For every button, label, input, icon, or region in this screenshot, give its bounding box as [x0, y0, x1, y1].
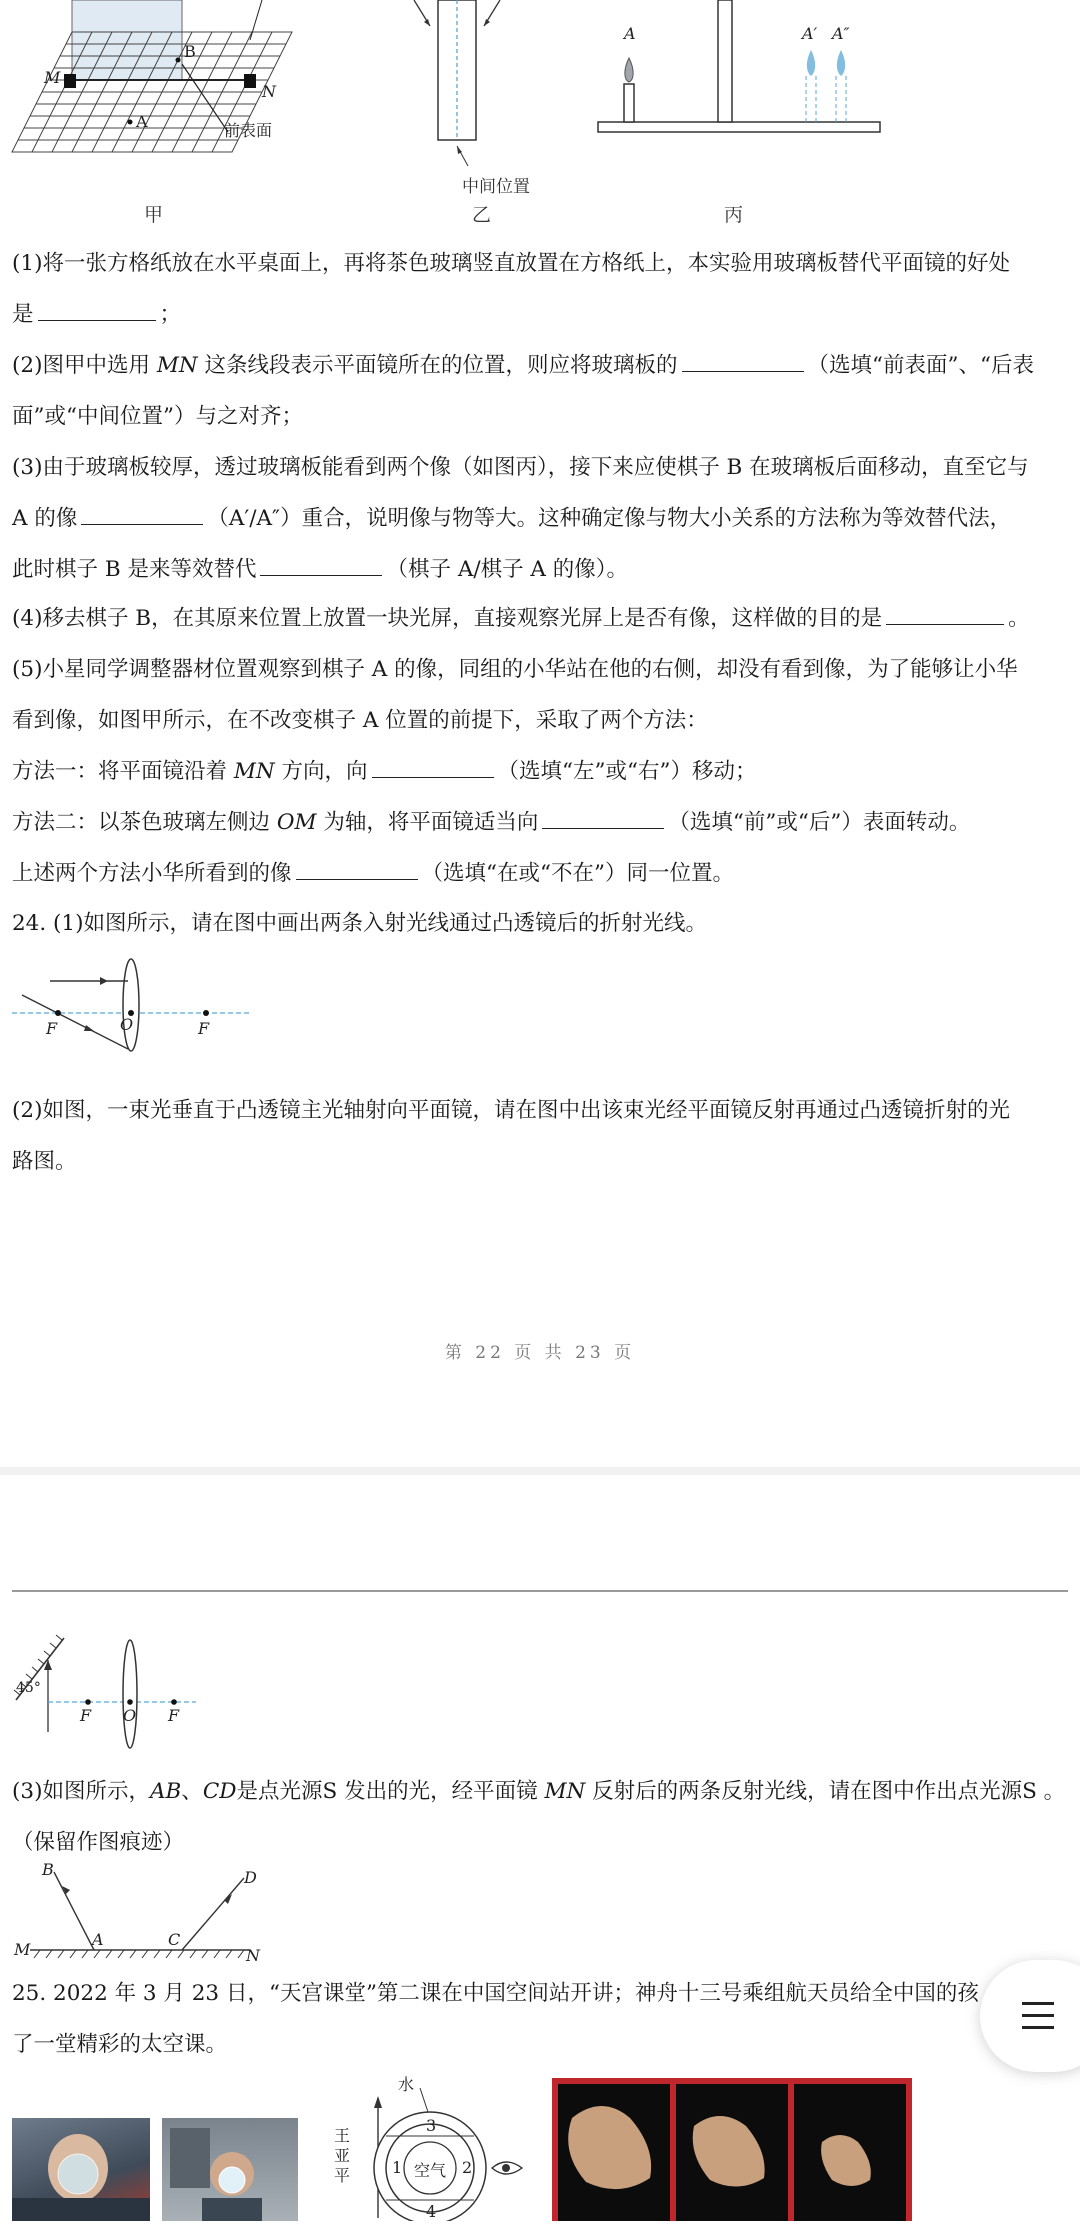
- q24-part1: 24. (1)如图所示，请在图中画出两条入射光线通过凸透镜后的折射光线。: [12, 911, 707, 936]
- caption-bing: 丙: [724, 204, 744, 226]
- q23-p4-text: (4)移去棋子 B，在其原来位置上放置一块光屏，直接观察光屏上是否有像，这样做的目的是: [12, 606, 883, 631]
- method2-end: （选填“前”或“后”）表面转动。: [668, 810, 971, 835]
- astronaut-photo-1: [12, 2118, 150, 2221]
- summary-start: 上述两个方法小华所看到的像: [12, 861, 292, 886]
- q24-p3-mid: 是点光源S 发出的光，经平面镜: [236, 1779, 538, 1804]
- q24-p3-note: （保留作图痕迹）: [12, 1830, 185, 1855]
- answer-blank-2[interactable]: [682, 351, 804, 372]
- glass-thickness-diagram: [400, 0, 530, 200]
- q23-part3: [12, 442, 1072, 595]
- q23-p2-end: 面”或“中间位置”）与之对齐；: [12, 404, 303, 429]
- method2-start: 方法二：以茶色玻璃左侧边: [12, 810, 271, 835]
- page-gap: [0, 1467, 1080, 1475]
- segment-MN: MN: [156, 353, 198, 378]
- q23-part1: [12, 238, 1072, 340]
- menu-bar-middle: [1022, 2014, 1054, 2017]
- image-frames-strip: [552, 2078, 912, 2221]
- answer-blank-4[interactable]: [260, 555, 382, 576]
- menu-bar-bottom: [1022, 2026, 1054, 2029]
- ray-CD: CD: [202, 1779, 237, 1804]
- label-3: 3: [426, 2116, 437, 2135]
- q23-p1-end: ；: [159, 302, 182, 327]
- q23-part4: [12, 593, 1072, 644]
- q25-line2: 了一堂精彩的太空课。: [12, 2032, 228, 2057]
- label-2: 2: [462, 2158, 473, 2177]
- label-air: 空气: [414, 2161, 447, 2180]
- q24-p3-end: 反射后的两条反射光线，请在图中作出点光源S 。: [592, 1779, 1066, 1804]
- label-A-double-prime: A″: [832, 24, 850, 43]
- q23-part2: [12, 340, 1072, 442]
- label-water: 水: [398, 2075, 415, 2094]
- angle-45-label: 45°: [16, 1680, 41, 1696]
- method1-start: 方法一：将平面镜沿着: [12, 759, 228, 784]
- method2-mid: 为轴，将平面镜适当向: [323, 810, 539, 835]
- label-N: N: [262, 82, 276, 101]
- label-wang-yaping: 王亚平: [334, 2126, 351, 2185]
- summary-end: （选填“在或“不在”）同一位置。: [421, 861, 734, 886]
- q24-part2: [12, 1085, 1072, 1187]
- ray-AB: AB: [149, 1779, 182, 1804]
- q23-p3-line3: 此时棋子 B 是来等效替代: [12, 557, 257, 582]
- label-4: 4: [426, 2202, 437, 2221]
- answer-blank-5[interactable]: [886, 604, 1004, 625]
- menu-bar-top: [1022, 2002, 1054, 2005]
- q23-p1-line2: 是: [12, 302, 34, 327]
- caption-jia: 甲: [144, 204, 164, 226]
- label-M: M: [44, 68, 61, 87]
- fig2-F-right: F: [168, 1706, 180, 1725]
- mirror-MN: MN: [544, 1779, 586, 1804]
- convex-lens-rays-diagram: [0, 955, 260, 1055]
- label-A: A: [136, 112, 148, 131]
- q23-p3-end: （棋子 A/棋子 A 的像）。: [386, 557, 629, 582]
- header-rule: [12, 1590, 1068, 1592]
- mirror-lens-figure: [0, 1630, 210, 1760]
- q24-p3-sep: 、: [181, 1779, 203, 1804]
- q23-p5-line2: 看到像，如图甲所示，在不改变棋子 A 位置的前提下，采取了两个方法：: [12, 708, 708, 733]
- point-B: B: [42, 1860, 54, 1879]
- answer-blank-8[interactable]: [296, 859, 418, 880]
- label-A-candle: A: [624, 24, 636, 43]
- label-front-surface: 前表面: [224, 121, 273, 140]
- q23-p5-line1: (5)小星同学调整器材位置观察到棋子 A 的像，同组的小华站在他的右侧，却没有看到像，为了能够让小华: [12, 657, 1018, 682]
- label-B: B: [184, 42, 196, 61]
- caption-yi: 乙: [472, 204, 492, 226]
- q25-line1: 25. 2022 年 3 月 23 日，“天宫课堂”第二课在中国空间站开讲；神舟十三号乘组航天员给全中国的孩: [12, 1981, 979, 2006]
- answer-blank-7[interactable]: [542, 808, 664, 829]
- method1-mid: 方向，向: [281, 759, 368, 784]
- q24-p2-line2: 路图。: [12, 1149, 77, 1174]
- label-1: 1: [392, 2158, 403, 2177]
- answer-blank-3[interactable]: [81, 504, 203, 525]
- figure-yi: [400, 0, 530, 200]
- astronaut-photo-1-art: [12, 2118, 150, 2221]
- mirror-end-N: N: [246, 1946, 260, 1965]
- method1-end: （选填“左”或“右”）移动；: [497, 759, 757, 784]
- fig2-F-left: F: [80, 1706, 92, 1725]
- hamburger-menu-icon[interactable]: [980, 1960, 1080, 2072]
- figure-jia: [0, 0, 320, 200]
- q23-p3-mid: （A′/A″）重合，说明像与物等大。这种确定像与物大小关系的方法称为等效替代法，: [207, 506, 1012, 531]
- q23-p3-start: A 的像: [12, 506, 78, 531]
- answer-blank-1[interactable]: [38, 300, 156, 321]
- point-D: D: [244, 1868, 257, 1887]
- q23-p2-start: (2)图甲中选用: [12, 353, 150, 378]
- q23-p2-options: （选填“前表面”、“后表: [807, 353, 1034, 378]
- method2-OM: OM: [276, 810, 317, 835]
- mirror-end-M: M: [14, 1940, 31, 1959]
- q24-p2-line1: (2)如图，一束光垂直于凸透镜主光轴射向平面镜，请在图中出该束光经平面镜反射再通过凸透镜折射的光: [12, 1098, 1010, 1123]
- q24-p3-start: (3)如图所示，: [12, 1779, 150, 1804]
- q23-p1-line1: (1)将一张方格纸放在水平桌面上，再将茶色玻璃竖直放置在方格纸上，本实验用玻璃板替代平面镜的好处: [12, 251, 1010, 276]
- figure-bing: [590, 0, 890, 150]
- optical-center-O: O: [120, 1015, 134, 1034]
- astronaut-photo-2-art: [162, 2118, 298, 2221]
- focus-F-left: F: [46, 1019, 58, 1038]
- label-A-prime: A′: [802, 24, 818, 43]
- answer-blank-6[interactable]: [372, 757, 494, 778]
- q24-part3: [12, 1766, 1072, 1868]
- astronaut-photo-2: [162, 2118, 298, 2221]
- q23-p3-line1: (3)由于玻璃板较厚，透过玻璃板能看到两个像（如图丙），接下来应使棋子 B 在玻璃板后面移动，直至它与: [12, 455, 1029, 480]
- convex-lens-figure-1: [0, 955, 260, 1055]
- label-middle-position: 中间位置: [462, 177, 530, 197]
- fig2-O: O: [123, 1706, 137, 1725]
- point-C: C: [168, 1930, 181, 1949]
- method1-MN: MN: [233, 759, 275, 784]
- image-frames-svg: [552, 2078, 912, 2221]
- q23-p4-end: 。: [1008, 606, 1030, 631]
- point-A: A: [92, 1930, 104, 1949]
- q25-intro: [12, 1968, 980, 2070]
- q23-part5: [12, 644, 1072, 899]
- candle-images-diagram: [590, 0, 890, 150]
- focus-F-right: F: [198, 1019, 210, 1038]
- water-ball-diagram: [316, 2068, 536, 2221]
- page-footer: 第 22 页 共 23 页: [444, 1343, 636, 1363]
- q23-p2-mid: 这条线段表示平面镜所在的位置，则应将玻璃板的: [204, 353, 678, 378]
- reflection-figure: [0, 1860, 280, 1970]
